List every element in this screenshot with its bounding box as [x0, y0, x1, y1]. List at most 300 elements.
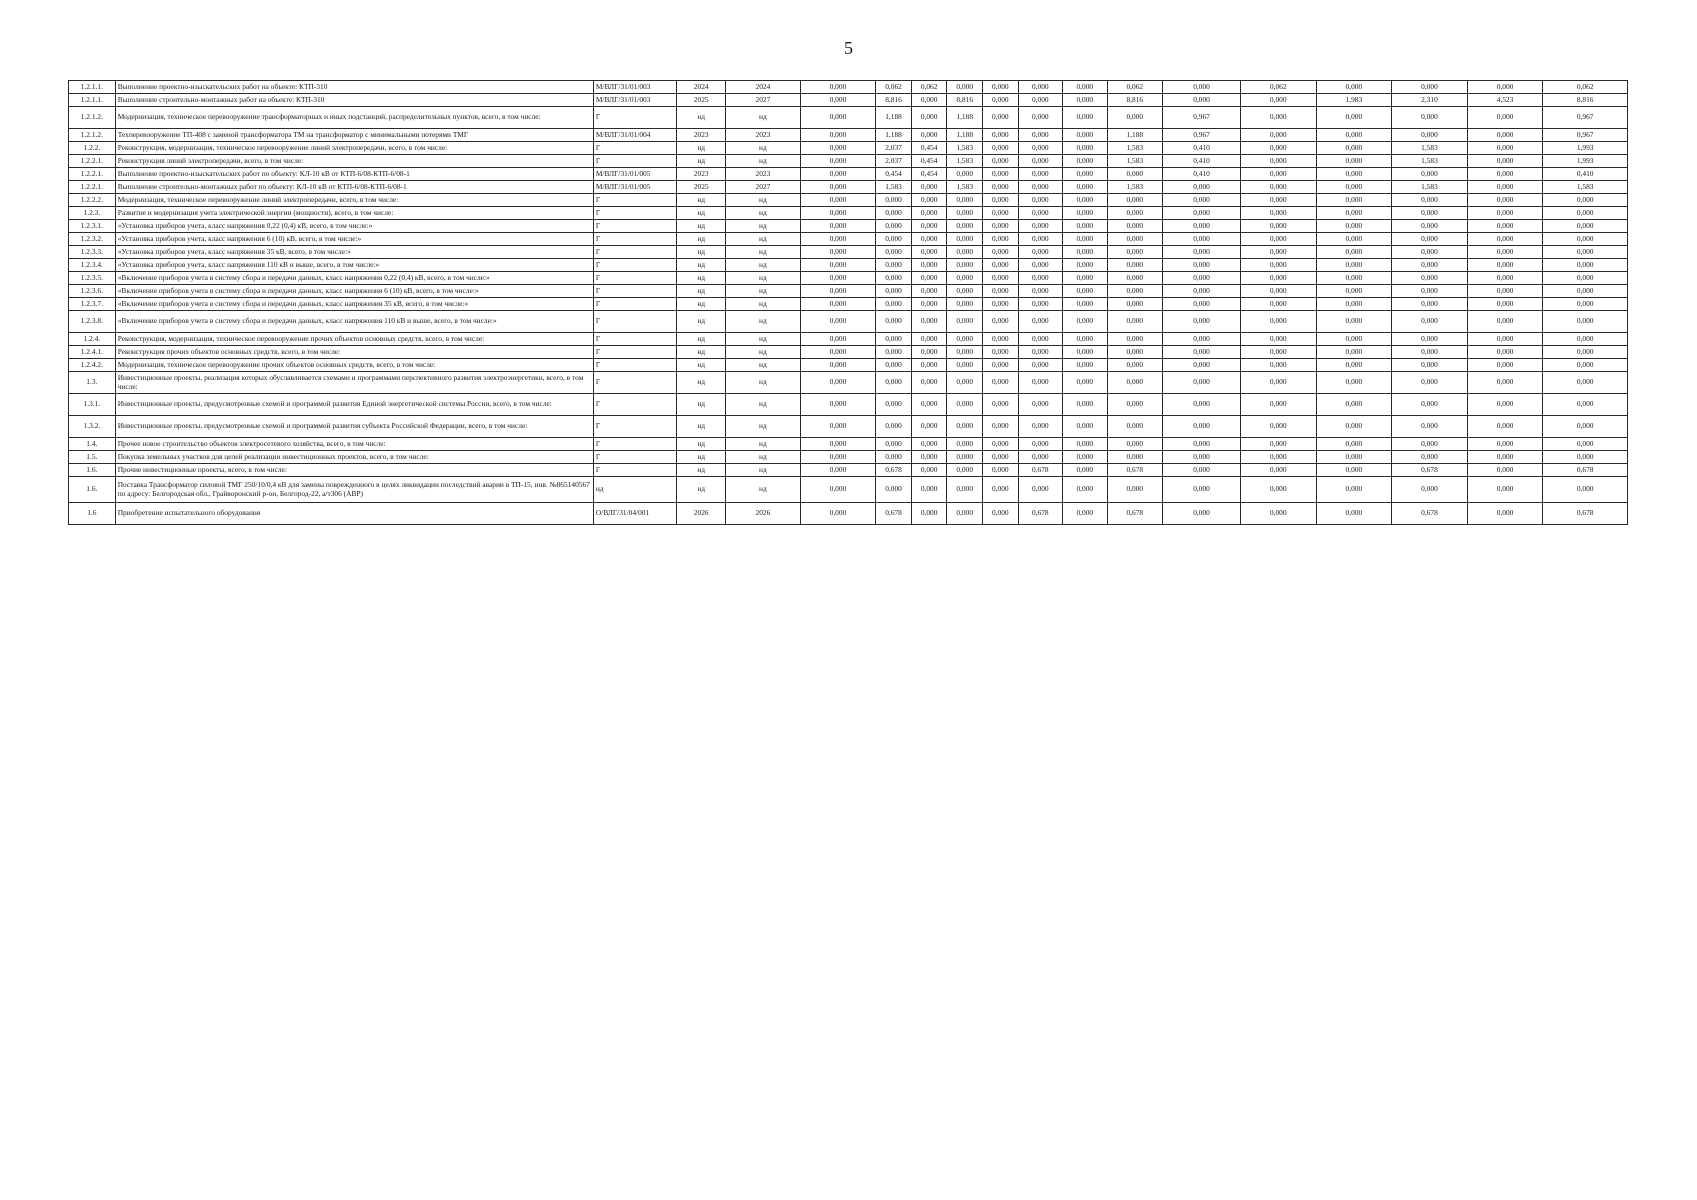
table-row	[69, 181, 1628, 194]
value-cell: 1,583	[947, 181, 983, 194]
value-cell: 0,000	[800, 129, 876, 142]
start-year-cell: нд	[677, 346, 726, 359]
value-cell: 0,000	[876, 298, 912, 311]
value-cell: 0,000	[983, 272, 1019, 285]
project-id-cell: Г	[593, 259, 676, 272]
table-body	[69, 81, 1628, 525]
value-cell: 0,000	[1063, 346, 1107, 359]
value-cell: 0,000	[1316, 194, 1392, 207]
row-number-cell: 1.2.2.	[69, 142, 116, 155]
value-cell: 0,000	[1063, 477, 1107, 503]
value-cell: 0,000	[1467, 451, 1543, 464]
value-cell: 0,000	[800, 285, 876, 298]
value-cell: 0,000	[1316, 503, 1392, 525]
value-cell: 0,000	[983, 168, 1019, 181]
project-id-cell: М/ВЛГ/31/01/003	[593, 94, 676, 107]
table-row	[69, 272, 1628, 285]
value-cell: 0,000	[1018, 81, 1062, 94]
value-cell: 0,000	[1018, 372, 1062, 394]
value-cell: 0,000	[1063, 503, 1107, 525]
value-cell: 0,000	[1467, 438, 1543, 451]
value-cell: 0,000	[1018, 298, 1062, 311]
value-cell: 0,000	[1240, 272, 1316, 285]
value-cell: 0,000	[1063, 285, 1107, 298]
row-number-cell: 1.2.2.1.	[69, 155, 116, 168]
value-cell: 1,583	[947, 142, 983, 155]
value-cell: 0,000	[1316, 438, 1392, 451]
value-cell: 0,000	[1392, 359, 1468, 372]
project-name-cell: Выполнение строительно-монтажных работ по объекту: КЛ-10 кВ от КТП-6/08-КТП-6/08-1	[115, 181, 593, 194]
project-name-cell: Реконструкция, модернизация, техническое перевооружение прочих объектов основных средств, всего, в том числе:	[115, 333, 593, 346]
row-number-cell: 1.2.1.2.	[69, 107, 116, 129]
end-year-cell: нд	[726, 298, 801, 311]
value-cell: 0,000	[800, 246, 876, 259]
row-number-cell: 1.2.3.1.	[69, 220, 116, 233]
value-cell: 0,000	[983, 81, 1019, 94]
value-cell: 8,816	[947, 94, 983, 107]
value-cell: 0,000	[911, 333, 947, 346]
value-cell: 0,000	[1240, 220, 1316, 233]
value-cell: 0,000	[1543, 438, 1628, 451]
value-cell: 0,000	[1063, 311, 1107, 333]
value-cell: 0,000	[1316, 372, 1392, 394]
value-cell: 0,000	[1392, 168, 1468, 181]
value-cell: 0,000	[1392, 220, 1468, 233]
value-cell: 0,000	[1467, 220, 1543, 233]
value-cell: 0,000	[1467, 142, 1543, 155]
value-cell: 1,983	[1316, 94, 1392, 107]
value-cell: 0,000	[1316, 168, 1392, 181]
start-year-cell: 2023	[677, 168, 726, 181]
value-cell: 0,000	[1063, 107, 1107, 129]
value-cell: 0,000	[1163, 285, 1241, 298]
table-row	[69, 94, 1628, 107]
value-cell: 0,000	[983, 346, 1019, 359]
value-cell: 0,000	[800, 359, 876, 372]
value-cell: 0,000	[1467, 207, 1543, 220]
value-cell: 0,000	[947, 168, 983, 181]
value-cell: 0,000	[876, 416, 912, 438]
value-cell: 0,000	[1163, 233, 1241, 246]
value-cell: 0,454	[911, 155, 947, 168]
value-cell: 0,000	[947, 346, 983, 359]
start-year-cell: нд	[677, 298, 726, 311]
start-year-cell: нд	[677, 416, 726, 438]
value-cell: 0,000	[983, 233, 1019, 246]
value-cell: 0,000	[911, 372, 947, 394]
value-cell: 0,000	[947, 359, 983, 372]
value-cell: 0,000	[800, 272, 876, 285]
value-cell: 0,000	[911, 346, 947, 359]
project-name-cell: Выполнение строительно-монтажных работ на объекте: КТП-310	[115, 94, 593, 107]
row-number-cell: 1.6	[69, 503, 116, 525]
value-cell: 0,000	[947, 272, 983, 285]
value-cell: 0,000	[876, 207, 912, 220]
table-row	[69, 464, 1628, 477]
value-cell: 0,000	[911, 503, 947, 525]
start-year-cell: нд	[677, 107, 726, 129]
value-cell: 0,000	[1107, 194, 1163, 207]
value-cell: 0,000	[911, 311, 947, 333]
value-cell: 0,000	[1543, 451, 1628, 464]
value-cell: 0,000	[1467, 285, 1543, 298]
value-cell: 0,000	[876, 246, 912, 259]
value-cell: 0,000	[876, 346, 912, 359]
value-cell: 0,000	[1392, 285, 1468, 298]
project-name-cell: «Установка приборов учета, класс напряжения 0,22 (0,4) кВ, всего, в том числе:»	[115, 220, 593, 233]
value-cell: 0,000	[876, 438, 912, 451]
value-cell: 0,000	[1107, 220, 1163, 233]
value-cell: 0,000	[1392, 259, 1468, 272]
value-cell: 0,000	[1392, 129, 1468, 142]
value-cell: 0,000	[911, 298, 947, 311]
value-cell: 0,000	[911, 246, 947, 259]
project-name-cell: Выполнение проектно-изыскательских работ на объекте: КТП-310	[115, 81, 593, 94]
project-id-cell: Г	[593, 246, 676, 259]
value-cell: 0,000	[1018, 246, 1062, 259]
value-cell: 0,410	[1163, 168, 1241, 181]
value-cell: 0,000	[1018, 142, 1062, 155]
value-cell: 0,000	[1543, 346, 1628, 359]
table-row	[69, 298, 1628, 311]
value-cell: 0,000	[876, 272, 912, 285]
value-cell: 1,188	[947, 107, 983, 129]
value-cell: 0,000	[800, 194, 876, 207]
table-row	[69, 477, 1628, 503]
project-id-cell: Г	[593, 333, 676, 346]
value-cell: 0,000	[1316, 181, 1392, 194]
value-cell: 0,000	[1240, 129, 1316, 142]
row-number-cell: 1.6.	[69, 477, 116, 503]
value-cell: 0,000	[800, 233, 876, 246]
value-cell: 0,000	[1163, 272, 1241, 285]
start-year-cell: нд	[677, 464, 726, 477]
value-cell: 0,000	[1316, 220, 1392, 233]
value-cell: 0,000	[1467, 81, 1543, 94]
value-cell: 0,000	[876, 394, 912, 416]
row-number-cell: 1.2.4.1.	[69, 346, 116, 359]
project-id-cell: Г	[593, 359, 676, 372]
value-cell: 0,000	[1543, 477, 1628, 503]
value-cell: 0,000	[1543, 207, 1628, 220]
value-cell: 0,000	[1063, 233, 1107, 246]
start-year-cell: нд	[677, 311, 726, 333]
value-cell: 0,000	[1163, 438, 1241, 451]
project-id-cell: нд	[593, 477, 676, 503]
table-row	[69, 233, 1628, 246]
value-cell: 0,000	[1163, 416, 1241, 438]
start-year-cell: 2026	[677, 503, 726, 525]
value-cell: 0,410	[1163, 142, 1241, 155]
value-cell: 0,000	[1240, 477, 1316, 503]
value-cell: 0,062	[911, 81, 947, 94]
value-cell: 0,000	[983, 220, 1019, 233]
value-cell: 0,000	[1316, 142, 1392, 155]
value-cell: 0,678	[1392, 503, 1468, 525]
value-cell: 0,000	[947, 438, 983, 451]
end-year-cell: нд	[726, 259, 801, 272]
value-cell: 0,000	[1018, 207, 1062, 220]
value-cell: 0,000	[1316, 346, 1392, 359]
value-cell: 0,000	[1018, 359, 1062, 372]
value-cell: 0,000	[1316, 81, 1392, 94]
row-number-cell: 1.3.1.	[69, 394, 116, 416]
value-cell: 0,000	[1063, 207, 1107, 220]
value-cell: 0,000	[1163, 246, 1241, 259]
project-name-cell: Поставка Трансформатор силовой ТМГ 250/10/0,4 кВ для замены поврежденного в целях ликвидации последствий аварии в ТП-15, инв. №865140567 по адресу: Белгородская обл., Грайворонский р-он, Белгород-22, а/т306 (АВР)	[115, 477, 593, 503]
project-id-cell: О/ВЛГ/31/04/001	[593, 503, 676, 525]
value-cell: 0,000	[1543, 220, 1628, 233]
project-name-cell: Реконструкция прочих объектов основных средств, всего, в том числе:	[115, 346, 593, 359]
value-cell: 0,000	[911, 359, 947, 372]
value-cell: 0,000	[1063, 155, 1107, 168]
value-cell: 0,000	[1543, 359, 1628, 372]
value-cell: 0,000	[1543, 194, 1628, 207]
value-cell: 0,000	[1316, 311, 1392, 333]
end-year-cell: нд	[726, 477, 801, 503]
value-cell: 0,000	[1018, 333, 1062, 346]
end-year-cell: нд	[726, 220, 801, 233]
row-number-cell: 1.2.1.1.	[69, 81, 116, 94]
start-year-cell: нд	[677, 259, 726, 272]
project-id-cell: Г	[593, 107, 676, 129]
value-cell: 0,000	[1543, 272, 1628, 285]
project-name-cell: Прочие инвестиционные проекты, всего, в том числе:	[115, 464, 593, 477]
project-name-cell: «Установка приборов учета, класс напряжения 35 кВ, всего, в том числе:»	[115, 246, 593, 259]
value-cell: 0,000	[983, 333, 1019, 346]
value-cell: 0,000	[983, 246, 1019, 259]
value-cell: 0,678	[1018, 503, 1062, 525]
value-cell: 0,062	[1543, 81, 1628, 94]
value-cell: 0,000	[1063, 333, 1107, 346]
value-cell: 0,000	[1107, 333, 1163, 346]
value-cell: 0,000	[1240, 372, 1316, 394]
value-cell: 0,000	[1063, 372, 1107, 394]
value-cell: 0,000	[947, 246, 983, 259]
value-cell: 0,000	[1467, 181, 1543, 194]
row-number-cell: 1.2.3.7.	[69, 298, 116, 311]
project-name-cell: Инвестиционные проекты, предусмотренные схемой и программой развития Единой энергетической системы России, всего, в том числе:	[115, 394, 593, 416]
end-year-cell: нд	[726, 246, 801, 259]
value-cell: 0,062	[876, 81, 912, 94]
value-cell: 0,000	[1063, 451, 1107, 464]
value-cell: 0,000	[1240, 333, 1316, 346]
end-year-cell: нд	[726, 233, 801, 246]
project-id-cell: Г	[593, 194, 676, 207]
value-cell: 0,000	[1107, 394, 1163, 416]
value-cell: 1,583	[1392, 142, 1468, 155]
start-year-cell: 2025	[677, 181, 726, 194]
value-cell: 0,000	[1467, 394, 1543, 416]
value-cell: 0,000	[1240, 194, 1316, 207]
value-cell: 0,000	[1018, 259, 1062, 272]
value-cell: 0,000	[876, 285, 912, 298]
page-number: 5	[844, 38, 853, 58]
value-cell: 0,000	[1107, 207, 1163, 220]
value-cell: 0,000	[1163, 298, 1241, 311]
end-year-cell: нд	[726, 346, 801, 359]
value-cell: 0,000	[1063, 181, 1107, 194]
value-cell: 0,000	[1163, 181, 1241, 194]
value-cell: 0,000	[1467, 477, 1543, 503]
value-cell: 2,037	[876, 142, 912, 155]
value-cell: 0,678	[876, 464, 912, 477]
value-cell: 0,000	[1107, 311, 1163, 333]
table-row	[69, 438, 1628, 451]
table-row	[69, 451, 1628, 464]
value-cell: 0,000	[1467, 464, 1543, 477]
value-cell: 0,000	[1240, 346, 1316, 359]
end-year-cell: 2023	[726, 168, 801, 181]
value-cell: 8,816	[876, 94, 912, 107]
row-number-cell: 1.5.	[69, 451, 116, 464]
value-cell: 0,000	[1392, 394, 1468, 416]
value-cell: 0,000	[947, 416, 983, 438]
value-cell: 0,000	[1107, 298, 1163, 311]
value-cell: 0,000	[1107, 477, 1163, 503]
value-cell: 0,000	[800, 168, 876, 181]
table-row	[69, 220, 1628, 233]
value-cell: 0,000	[800, 503, 876, 525]
project-id-cell: М/ВЛГ/31/01/005	[593, 181, 676, 194]
project-name-cell: «Включение приборов учета в систему сбора и передачи данных, класс напряжения 0,22 (0,4) кВ, всего, в том числе:»	[115, 272, 593, 285]
value-cell: 0,000	[947, 81, 983, 94]
value-cell: 0,000	[1467, 129, 1543, 142]
start-year-cell: нд	[677, 394, 726, 416]
value-cell: 0,000	[983, 285, 1019, 298]
value-cell: 0,454	[911, 168, 947, 181]
value-cell: 0,000	[1543, 311, 1628, 333]
value-cell: 0,678	[1543, 503, 1628, 525]
row-number-cell: 1.2.3.2.	[69, 233, 116, 246]
value-cell: 0,000	[911, 181, 947, 194]
value-cell: 0,000	[876, 233, 912, 246]
value-cell: 1,583	[1107, 142, 1163, 155]
project-id-cell: Г	[593, 464, 676, 477]
start-year-cell: нд	[677, 477, 726, 503]
value-cell: 0,000	[1163, 372, 1241, 394]
project-id-cell: Г	[593, 220, 676, 233]
project-name-cell: Прочее новое строительство объектов электросетевого хозяйства, всего, в том числе:	[115, 438, 593, 451]
project-id-cell: Г	[593, 311, 676, 333]
value-cell: 0,000	[947, 503, 983, 525]
end-year-cell: нд	[726, 416, 801, 438]
value-cell: 0,000	[983, 298, 1019, 311]
value-cell: 0,000	[1163, 394, 1241, 416]
value-cell: 0,000	[1018, 129, 1062, 142]
value-cell: 0,000	[983, 155, 1019, 168]
value-cell: 0,000	[947, 372, 983, 394]
start-year-cell: 2025	[677, 94, 726, 107]
value-cell: 0,000	[983, 464, 1019, 477]
value-cell: 0,000	[800, 372, 876, 394]
value-cell: 0,000	[911, 285, 947, 298]
value-cell: 0,967	[1163, 107, 1241, 129]
value-cell: 0,678	[1543, 464, 1628, 477]
value-cell: 0,000	[1107, 285, 1163, 298]
end-year-cell: 2024	[726, 81, 801, 94]
table-row	[69, 107, 1628, 129]
project-id-cell: Г	[593, 285, 676, 298]
value-cell: 0,000	[800, 181, 876, 194]
value-cell: 1,188	[876, 129, 912, 142]
table-row	[69, 346, 1628, 359]
value-cell: 0,000	[983, 207, 1019, 220]
value-cell: 0,000	[1063, 438, 1107, 451]
value-cell: 0,000	[1063, 416, 1107, 438]
value-cell: 0,000	[983, 372, 1019, 394]
row-number-cell: 1.3.2.	[69, 416, 116, 438]
value-cell: 0,000	[800, 81, 876, 94]
value-cell: 0,000	[1316, 477, 1392, 503]
value-cell: 0,000	[1392, 416, 1468, 438]
table-row	[69, 259, 1628, 272]
project-id-cell: М/ВЛГ/31/01/005	[593, 168, 676, 181]
value-cell: 0,000	[1018, 272, 1062, 285]
value-cell: 0,000	[1467, 168, 1543, 181]
value-cell: 1,583	[1543, 181, 1628, 194]
project-id-cell: Г	[593, 372, 676, 394]
value-cell: 0,000	[911, 220, 947, 233]
value-cell: 0,000	[1392, 207, 1468, 220]
value-cell: 0,000	[1018, 394, 1062, 416]
value-cell: 0,000	[1063, 168, 1107, 181]
value-cell: 0,000	[1063, 394, 1107, 416]
project-id-cell: Г	[593, 416, 676, 438]
value-cell: 0,000	[1316, 259, 1392, 272]
start-year-cell: нд	[677, 285, 726, 298]
value-cell: 0,000	[1316, 246, 1392, 259]
value-cell: 0,000	[876, 451, 912, 464]
row-number-cell: 1.2.3.6.	[69, 285, 116, 298]
value-cell: 0,000	[911, 107, 947, 129]
value-cell: 0,000	[1163, 194, 1241, 207]
end-year-cell: нд	[726, 451, 801, 464]
value-cell: 0,000	[1467, 194, 1543, 207]
table-row	[69, 372, 1628, 394]
value-cell: 0,000	[876, 333, 912, 346]
value-cell: 0,000	[1316, 451, 1392, 464]
start-year-cell: нд	[677, 272, 726, 285]
value-cell: 0,000	[800, 477, 876, 503]
value-cell: 0,000	[1543, 259, 1628, 272]
value-cell: 0,000	[1240, 233, 1316, 246]
value-cell: 0,000	[983, 394, 1019, 416]
value-cell: 1,993	[1543, 155, 1628, 168]
value-cell: 0,000	[1240, 207, 1316, 220]
value-cell: 0,000	[1163, 477, 1241, 503]
value-cell: 0,000	[1316, 394, 1392, 416]
value-cell: 0,000	[800, 259, 876, 272]
value-cell: 0,000	[1018, 451, 1062, 464]
value-cell: 0,000	[1467, 107, 1543, 129]
value-cell: 0,000	[1240, 94, 1316, 107]
table-row	[69, 207, 1628, 220]
value-cell: 0,000	[1240, 168, 1316, 181]
value-cell: 1,583	[1107, 155, 1163, 168]
project-id-cell: Г	[593, 451, 676, 464]
project-name-cell: «Включение приборов учета в систему сбора и передачи данных, класс напряжения 35 кВ, всего, в том числе:»	[115, 298, 593, 311]
value-cell: 0,000	[911, 477, 947, 503]
value-cell: 0,000	[947, 207, 983, 220]
value-cell: 0,000	[1063, 94, 1107, 107]
row-number-cell: 1.3.	[69, 372, 116, 394]
value-cell: 0,000	[800, 394, 876, 416]
value-cell: 0,000	[1107, 259, 1163, 272]
row-number-cell: 1.2.1.2.	[69, 129, 116, 142]
value-cell: 0,000	[1316, 298, 1392, 311]
value-cell: 0,062	[1107, 81, 1163, 94]
